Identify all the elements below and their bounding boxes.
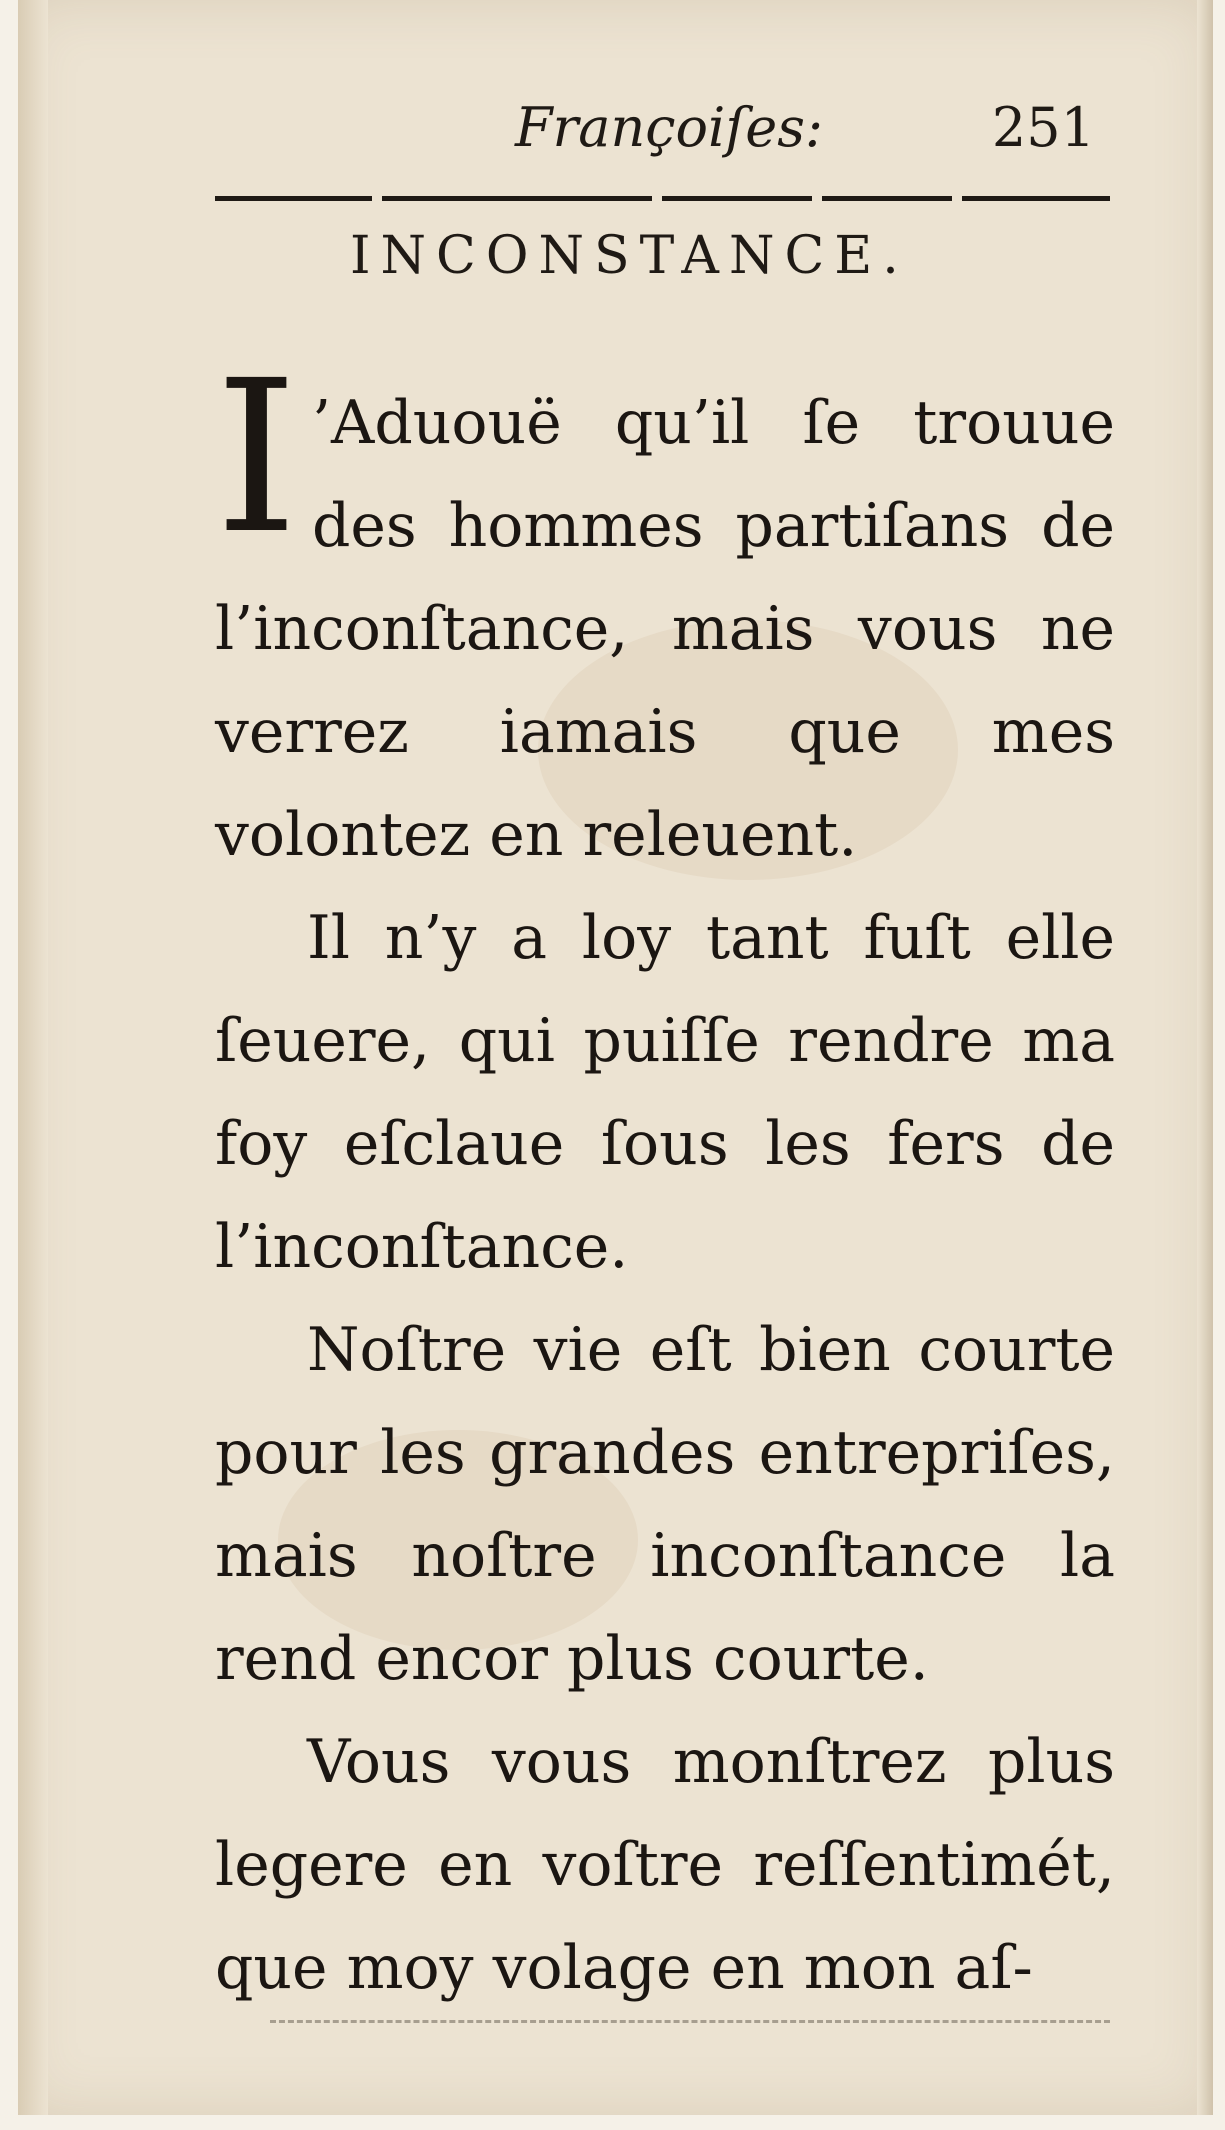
section-title: INCONSTANCE. (350, 226, 909, 286)
paragraph-4 (215, 1711, 1115, 2020)
body-text (215, 335, 1115, 2020)
page-gutter (18, 0, 48, 2115)
paragraph-3 (215, 1299, 1115, 1711)
page-number: 251 (991, 96, 1095, 159)
rule-break (812, 190, 822, 204)
rule-break (952, 190, 962, 204)
paragraph-1 (215, 335, 1115, 887)
paragraph-text: Il n’y a loy tant fuſt elle ſeuere, qui puiſſe rendre ma foy eſclaue ſous les fers de l’inconſtance. (215, 903, 1115, 1282)
running-head: Françoiſes: (515, 96, 824, 159)
paragraph-text: ’Aduouë qu’il ſe trouue des hommes partiſans de l’inconſtance, mais vous ne verrez iamais que mes volontez en releuent. (215, 388, 1115, 870)
paragraph-text: Vous vous monſtrez plus legere en voſtre reſſentimét, que moy volage en mon aſ- (215, 1727, 1115, 2003)
bottom-rule (270, 2020, 1110, 2023)
drop-cap: I (215, 335, 298, 580)
page-header (195, 96, 1115, 166)
header-rule (215, 196, 1110, 201)
paragraph-text: Noſtre vie eſt bien courte pour les grandes entrepriſes, mais noſtre inconſtance la rend encor plus courte. (215, 1315, 1115, 1694)
page-edge (1197, 0, 1213, 2115)
rule-break (372, 190, 382, 204)
paragraph-2 (215, 887, 1115, 1299)
rule-break (652, 190, 662, 204)
